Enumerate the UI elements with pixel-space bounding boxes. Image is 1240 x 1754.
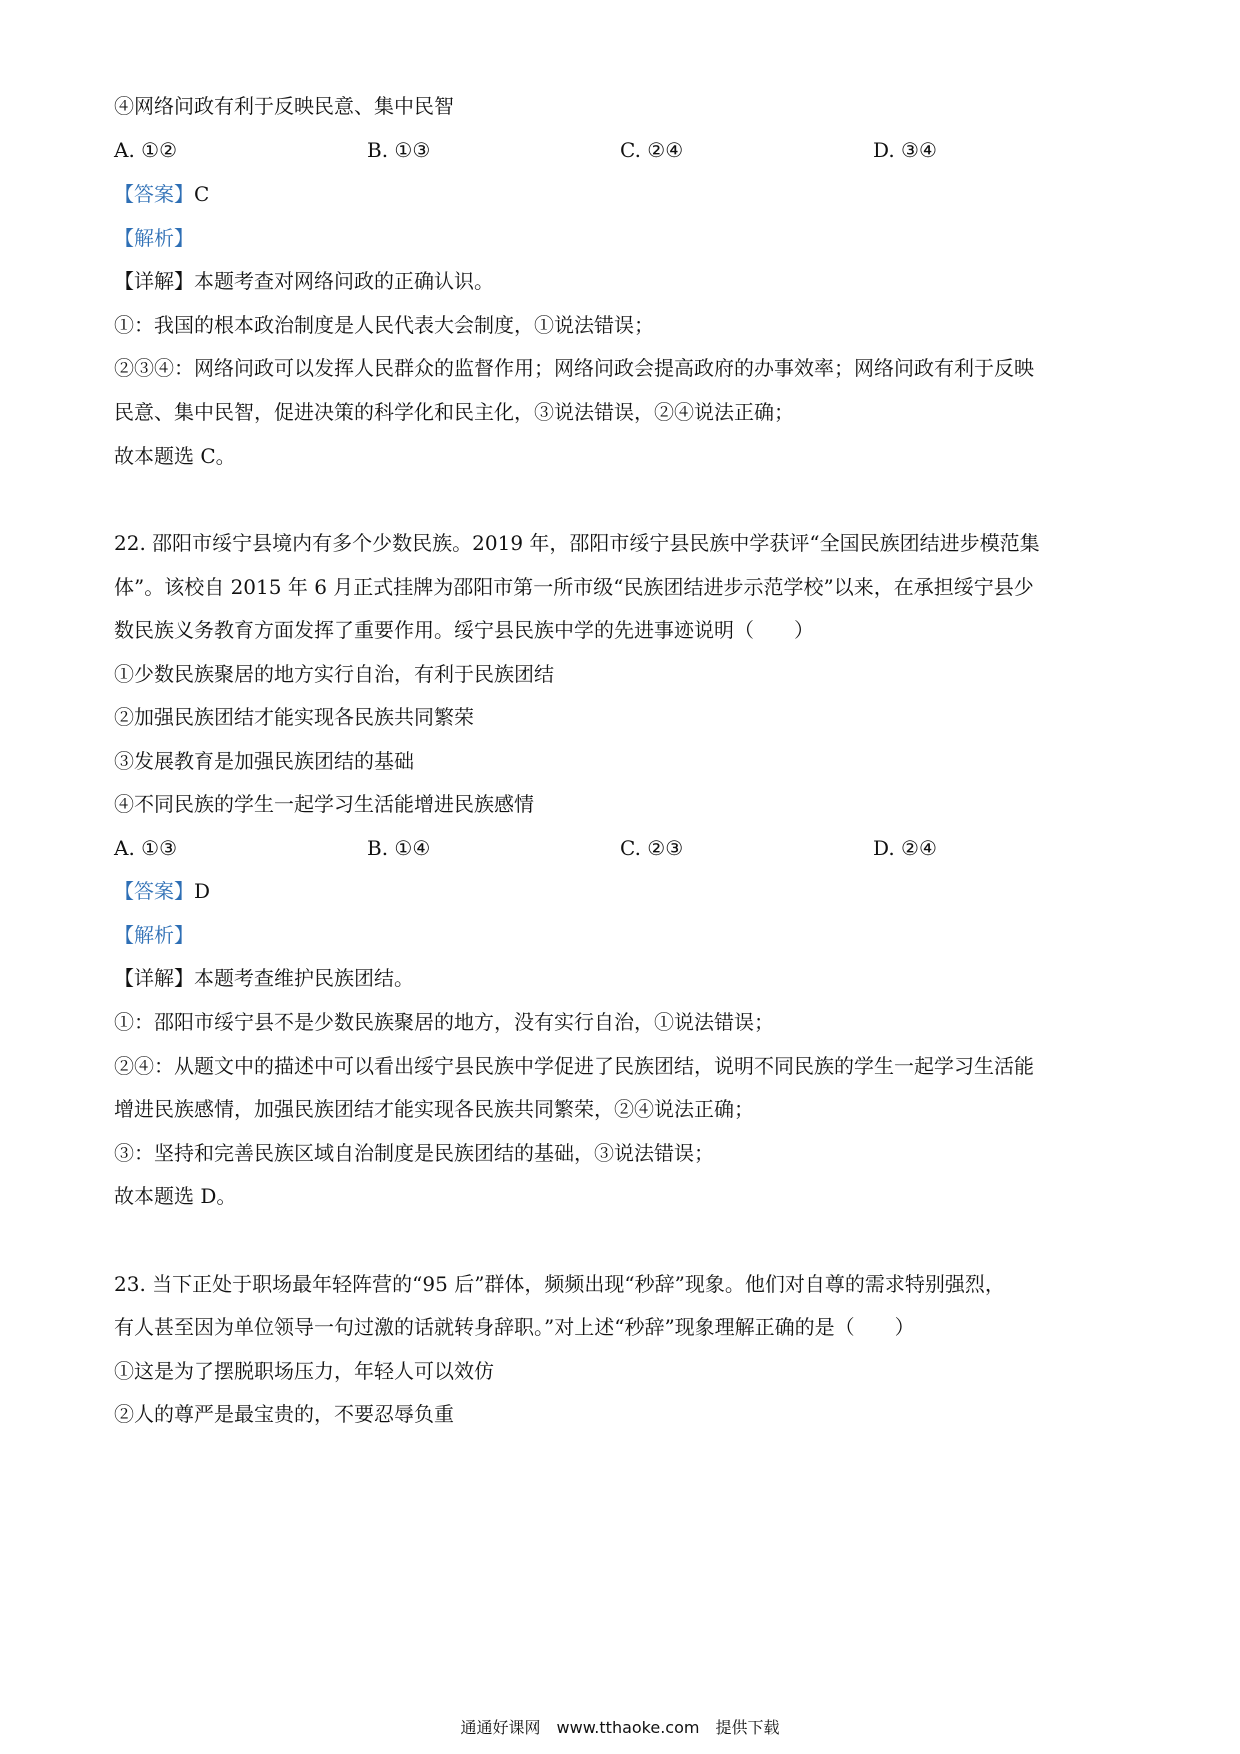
q21-option-4: ④网络问政有利于反映民意、集中民智: [114, 94, 454, 118]
q22-choices: [114, 834, 1134, 862]
q21-choices: [114, 136, 1134, 164]
q21-choice-d: D. ③④: [873, 138, 937, 162]
answer-value: D: [194, 879, 211, 903]
q22-choice-c: C. ②③: [620, 836, 684, 860]
q21-explanation-1: ①：我国的根本政治制度是人民代表大会制度，①说法错误；: [114, 313, 654, 337]
q21-choice-c: C. ②④: [620, 138, 684, 162]
q22-explanation-1: ①：邵阳市绥宁县不是少数民族聚居的地方，没有实行自治，①说法错误；: [114, 1010, 774, 1034]
q22-option-3: ③发展教育是加强民族团结的基础: [114, 749, 414, 773]
q22-option-1: ①少数民族聚居的地方实行自治，有利于民族团结: [114, 662, 554, 686]
q21-explanation-2b: 民意、集中民智，促进决策的科学化和民主化，③说法错误，②④说法正确；: [114, 400, 794, 424]
q23-stem-line-2: 有人甚至因为单位领导一句过激的话就转身辞职。”对上述“秒辞”现象理解正确的是（ ）: [114, 1315, 915, 1339]
q22-explanation-2a: ②④：从题文中的描述中可以看出绥宁县民族中学促进了民族团结，说明不同民族的学生一起学习生活能: [114, 1054, 1034, 1078]
q21-choice-a: A. ①②: [114, 138, 178, 162]
q22-option-4: ④不同民族的学生一起学习生活能增进民族感情: [114, 792, 534, 816]
q22-analysis-label: 【解析】: [114, 923, 194, 947]
q21-answer: [114, 180, 209, 208]
q22-choice-a: A. ①③: [114, 836, 178, 860]
q22-detail: 【详解】本题考查维护民族团结。: [114, 966, 414, 990]
q22-stem-line-1: 22. 邵阳市绥宁县境内有多个少数民族。2019 年，邵阳市绥宁县民族中学获评“全国民族团结进步模范集: [114, 531, 1040, 555]
q23-option-2: ②人的尊严是最宝贵的，不要忍辱负重: [114, 1402, 454, 1426]
q21-explanation-2a: ②③④：网络问政可以发挥人民群众的监督作用；网络问政会提高政府的办事效率；网络问政有利于反映: [114, 356, 1034, 380]
q22-stem-line-3: 数民族义务教育方面发挥了重要作用。绥宁县民族中学的先进事迹说明（ ）: [114, 618, 814, 642]
q22-conclusion: 故本题选 D。: [114, 1184, 237, 1208]
q22-choice-b: B. ①④: [367, 836, 431, 860]
answer-label: 【答案】: [114, 879, 194, 903]
q22-explanation-3: ③：坚持和完善民族区域自治制度是民族团结的基础，③说法错误；: [114, 1141, 714, 1165]
q23-stem-line-1: 23. 当下正处于职场最年轻阵营的“95 后”群体，频频出现“秒辞”现象。他们对自尊的需求特别强烈，: [114, 1272, 1005, 1296]
answer-value: C: [194, 182, 210, 206]
q21-analysis-label: 【解析】: [114, 226, 194, 250]
q22-stem-line-2: 体”。该校自 2015 年 6 月正式挂牌为邵阳市第一所市级“民族团结进步示范学校”以来，在承担绥宁县少: [114, 575, 1034, 599]
q23-option-1: ①这是为了摆脱职场压力，年轻人可以效仿: [114, 1359, 494, 1383]
q21-conclusion: 故本题选 C。: [114, 444, 236, 468]
q22-answer: [114, 877, 210, 905]
answer-label: 【答案】: [114, 182, 194, 206]
q21-choice-b: B. ①③: [367, 138, 431, 162]
q22-option-2: ②加强民族团结才能实现各民族共同繁荣: [114, 705, 474, 729]
q22-choice-d: D. ②④: [873, 836, 937, 860]
q22-explanation-2b: 增进民族感情，加强民族团结才能实现各民族共同繁荣，②④说法正确；: [114, 1097, 754, 1121]
page-footer: 通通好课网 www.tthaoke.com 提供下载: [460, 1718, 780, 1737]
q21-detail: 【详解】本题考查对网络问政的正确认识。: [114, 269, 494, 293]
